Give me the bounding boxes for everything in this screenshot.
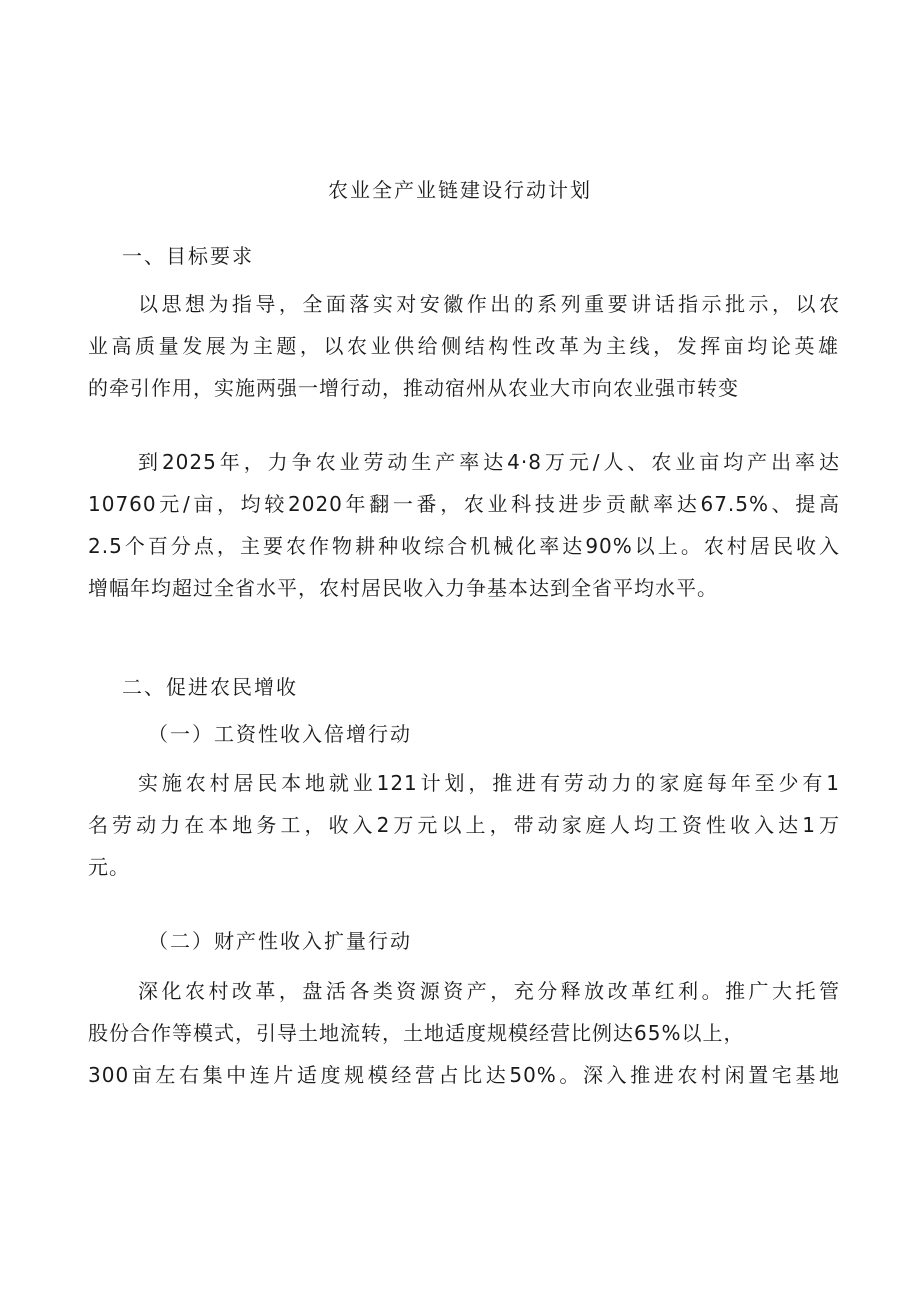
paragraph-line: 增幅年均超过全省水平，农村居民收入力争基本达到全省平均水平。 <box>88 576 718 600</box>
document-title: 农业全产业链建设行动计划 <box>328 178 592 202</box>
paragraph-line: 300亩左右集中连片适度规模经营占比达50%。深入推进农村闲置宅基地 <box>88 1063 840 1087</box>
paragraph-wage-income <box>88 762 840 888</box>
subheading-property-income: （二）财产性收入扩量行动 <box>148 929 412 953</box>
paragraph-line: 实施农村居民本地就业121计划，推进有劳动力的家庭每年至少有1 <box>138 771 840 795</box>
paragraph-line: 股份合作等模式，引导土地流转，土地适度规模经营比例达65%以上， <box>88 1021 745 1045</box>
section-heading-goals: 一、目标要求 <box>122 244 254 268</box>
paragraph-property-income <box>88 970 840 1096</box>
subheading-wage-income: （一）工资性收入倍增行动 <box>148 722 412 746</box>
paragraph-line: 元。 <box>88 855 130 879</box>
paragraph-targets-2025 <box>88 441 840 609</box>
paragraph-line: 名劳动力在本地务工，收入2万元以上，带动家庭人均工资性收入达1万 <box>88 813 840 837</box>
paragraph-line: 深化农村改革，盘活各类资源资产，充分释放改革红利。推广大托管 <box>138 979 840 1003</box>
paragraph-line: 的牵引作用，实施两强一增行动，推动宿州从农业大市向农业强市转变 <box>88 376 739 400</box>
paragraph-line: 10760元/亩，均较2020年翻一番，农业科技进步贡献率达67.5%、提高 <box>88 492 840 516</box>
section-heading-farmer-income: 二、促进农民增收 <box>122 675 298 699</box>
paragraph-line: 到2025年，力争农业劳动生产率达4·8万元/人、农业亩均产出率达 <box>138 450 840 474</box>
paragraph-line: 2.5个百分点，主要农作物耕种收综合机械化率达90%以上。农村居民收入 <box>88 534 840 558</box>
paragraph-guiding-thought <box>88 283 840 409</box>
paragraph-line: 以思想为指导，全面落实对安徽作出的系列重要讲话指示批示，以农 <box>138 292 840 316</box>
paragraph-line: 业高质量发展为主题，以农业供给侧结构性改革为主线，发挥亩均论英雄 <box>88 334 840 358</box>
